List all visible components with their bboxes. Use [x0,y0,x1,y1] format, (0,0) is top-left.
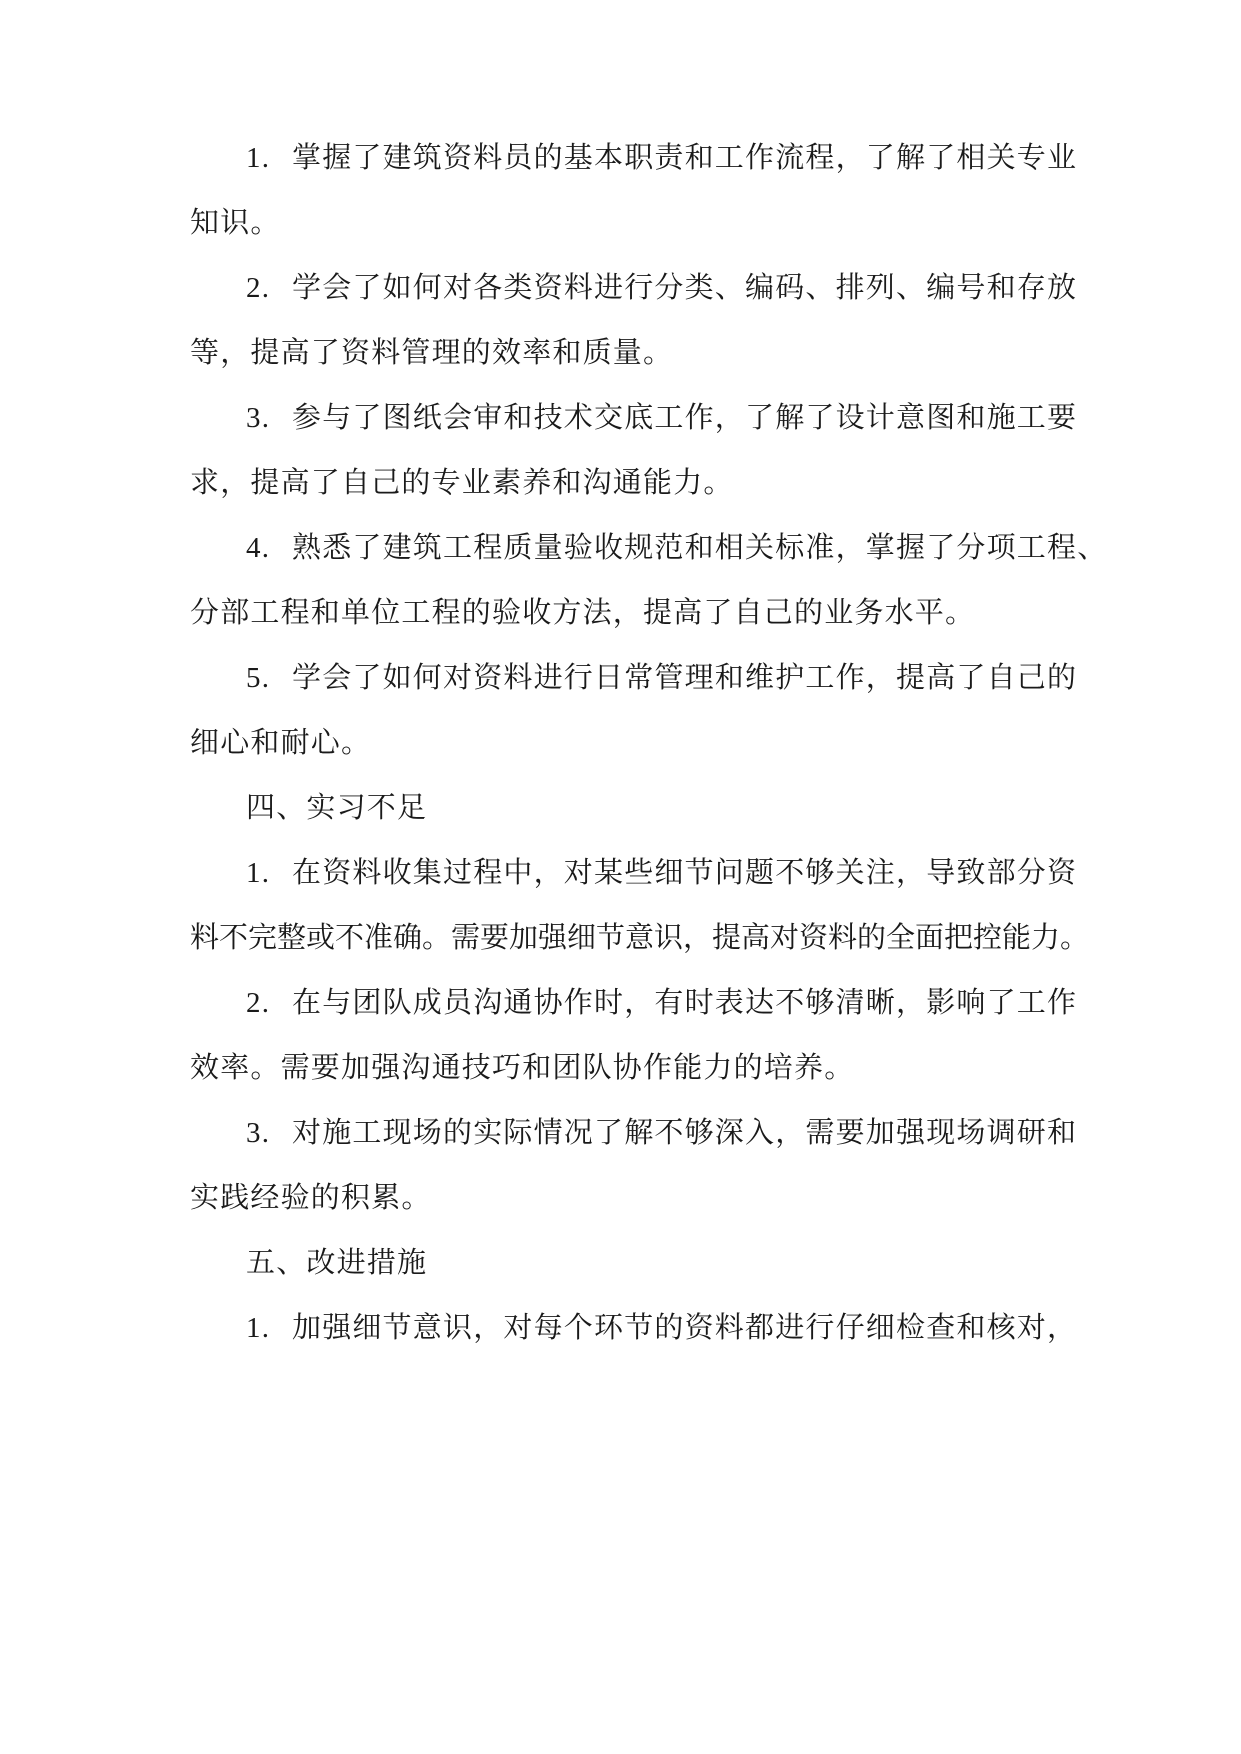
paragraph-number: 1. [246,1312,271,1344]
paragraph-text: 在与团队成员沟通协作时，有时表达不够清晰，影响了工作 [292,985,1078,1019]
paragraph-text: 参与了图纸会审和技术交底工作，了解了设计意图和施工要 [292,400,1078,434]
section-four-item-1-first-line [246,854,1077,891]
paragraph-text: 在资料收集过程中，对某些细节问题不够关注，导致部分资 [292,855,1078,889]
section-heading-five: 五、改进措施 [246,1245,428,1279]
section-four-item-2-first-line [246,984,1077,1021]
paragraph-number: 5. [246,662,271,694]
paragraph-number: 4. [246,532,271,564]
section-heading-four: 四、实习不足 [246,790,428,824]
paragraph-number: 3. [246,1117,271,1149]
paragraph-4-continuation: 分部工程和单位工程的验收方法，提高了自己的业务水平。 [190,595,976,629]
paragraph-3-continuation: 求，提高了自己的专业素养和沟通能力。 [190,465,734,499]
paragraph-number: 3. [246,402,271,434]
paragraph-text: 学会了如何对资料进行日常管理和维护工作，提高了自己的 [292,660,1078,694]
section-four-item-3-continuation: 实践经验的积累。 [190,1180,432,1214]
paragraph-4-first-line [246,529,1107,566]
paragraph-number: 1. [246,142,271,174]
paragraph-number: 2. [246,272,271,304]
paragraph-1-continuation: 知识。 [190,205,281,239]
paragraph-5-continuation: 细心和耐心。 [190,725,372,759]
paragraph-text: 掌握了建筑资料员的基本职责和工作流程，了解了相关专业 [292,140,1078,174]
paragraph-2-first-line [246,269,1077,306]
section-four-item-3-first-line [246,1114,1077,1151]
paragraph-text: 加强细节意识，对每个环节的资料都进行仔细检查和核对， [292,1310,1078,1344]
paragraph-5-first-line [246,659,1077,696]
section-five-item-1-first-line [246,1309,1077,1346]
paragraph-text: 学会了如何对各类资料进行分类、编码、排列、编号和存放 [292,270,1078,304]
paragraph-text: 对施工现场的实际情况了解不够深入，需要加强现场调研和 [292,1115,1078,1149]
paragraph-number: 2. [246,987,271,1019]
paragraph-1-first-line [246,139,1077,176]
paragraph-2-continuation: 等，提高了资料管理的效率和质量。 [190,335,674,369]
section-four-item-2-continuation: 效率。需要加强沟通技巧和团队协作能力的培养。 [190,1050,855,1084]
paragraph-number: 1. [246,857,271,889]
paragraph-text: 熟悉了建筑工程质量验收规范和相关标准，掌握了分项工程、 [292,530,1108,564]
section-four-item-1-continuation: 料不完整或不准确。需要加强细节意识，提高对资料的全面把控能力。 [190,920,1090,954]
paragraph-3-first-line [246,399,1077,436]
